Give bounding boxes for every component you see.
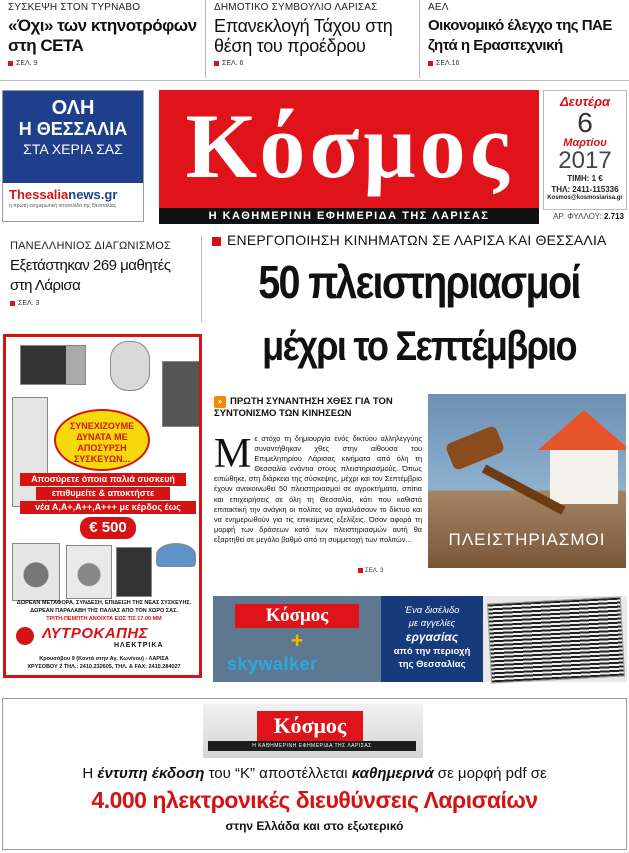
lead-section-label: ΕΝΕΡΓΟΠΟΙΗΣΗ ΚΙΝΗΜΑΤΩΝ ΣΕ ΛΑΡΙΣΑ ΚΑΙ ΘΕΣΣΑΛΙΑ [212,232,607,248]
gavel-icon [445,425,506,471]
ad-brand-subtitle: ΗΛΕΚΤΡΙΚΑ [114,642,164,649]
lytrokapis-logo-icon [16,627,34,645]
masthead-logo-text: Κόσμος [185,95,513,197]
page-reference: ΣΕΛ. 6 [214,60,413,67]
plus-icon: + [290,628,304,653]
thessalianews-line3: ΣΤΑ ΧΕΡΙΑ ΣΑΣ [23,141,123,157]
masthead-subtitle: Η ΚΑΘΗΜΕΡΙΝΗ ΕΦΗΜΕΡΙΔΑ ΤΗΣ ΛΑΡΙΣΑΣ [159,208,539,224]
teaser-city-council[interactable] [208,0,420,78]
bottom-logo-subtitle: Η ΚΑΘΗΜΕΡΙΝΗ ΕΦΗΜΕΡΙΔΑ ΤΗΣ ΛΑΡΙΣΑΣ [208,741,416,751]
issue-number: ΑΡ. ΦΥΛΛΟΥ: 2.713 [553,212,624,221]
ad-fine-print-3: ΤΡΙΤΗ-ΠΕΜΠΤΗ ΑΝΟΙΧΤΑ ΕΩΣ ΤΙΣ 17.00 ΜΜ [46,616,162,622]
skywalker-ad[interactable] [213,596,627,682]
date-day: Δευτέρα [559,94,611,109]
teaser-kicker: ΑΕΛ [428,2,449,13]
tv-image [116,547,152,597]
page-reference: ΣΕΛ. 3 [10,300,193,307]
microwave-image [20,345,86,385]
lead-headline-line2[interactable]: μέχρι το Σεπτέμβριο [262,322,576,369]
page-reference: ΣΕΛ. 3 [358,568,383,574]
double-chevron-icon: » [214,396,226,408]
skywalker-ad-kosmos-logo: Κόσμος [235,604,359,628]
top-divider [0,80,629,81]
house-body-shape [550,450,618,504]
teaser-kicker: ΣΥΣΚΕΨΗ ΣΤΟΝ ΤΥΡΝΑΒΟ [8,2,141,13]
pdf-edition-line2: 4.000 ηλεκτρονικές διευθύνσεις Λαρισαίων [91,787,538,813]
red-square-icon [428,61,433,66]
pdf-edition-line1: Η έντυπη έκδοση του “Κ” αποστέλλεται καθημερινά σε μορφή pdf σε [82,765,547,782]
skywalker-logo: skywalker [227,654,318,674]
teaser-exams[interactable] [2,236,202,322]
thessalianews-line2: Η ΘΕΣΣΑΛΙΑ [18,119,128,139]
date-month: Μαρτίου [563,137,607,149]
teaser-headline[interactable]: Επανεκλογή Τάχου στη θέση του προέδρου [214,16,393,56]
teaser-headline[interactable]: Εξετάστηκαν 269 μαθητές στη Λάρισα [10,257,171,294]
teaser-kicker: ΔΗΜΟΤΙΚΟ ΣΥΜΒΟΥΛΙΟ ΛΑΡΙΣΑΣ [214,2,378,13]
date-box [543,90,627,210]
skywalker-ad-left [213,596,381,682]
ad-ribbon-2: επιθυμείτε & αποκτήστε [36,487,170,500]
teaser-headline[interactable]: «Όχι» των κτηνοτρόφων στη CETA [8,16,197,55]
thessalianews-tagline: η πρώτη ενημερωτική ιστοσελίδα της Θεσσαλίας [9,203,117,209]
ad-ribbon-3: νέα Α,Α+,Α++,Α+++ με κέρδος έως [20,501,196,514]
ad-price-badge: € 500 [80,517,136,539]
washer-image-top [162,361,200,427]
classifieds-page-image [487,597,625,684]
ad-brand-name: ΛΥΤΡΟΚΑΠΗΣ [42,625,149,642]
ad-ribbon-1: Αποσύρετε όποια παλιά συσκευή [20,473,186,486]
price-label: ΤΙΜΗ: 1 € [567,174,603,183]
phone-label: ΤΗΛ: 2411-115336 [551,185,619,194]
ad-address-1: Κρουσόβου 9 (Κοντά στην Αγ. Κων/νου) - ΛΑΡΙΣΑ [39,656,169,662]
red-square-icon [214,61,219,66]
teaser-headline[interactable]: Οικονομικό έλεγχο της ΠΑΕ ζητά η Ερασιτεχνική [428,17,612,54]
house-roof-shape [538,410,626,450]
bottom-kosmos-logo: Κόσμος [257,711,363,741]
thessalianews-banner [3,91,143,183]
lead-headline-line1[interactable]: 50 πλειστηριασμοί [258,256,580,308]
email-label: Kosmos@kosmoslarisa.gr [547,195,623,201]
ad-offer-circle: ΣΥΝΕΧΙΖΟΥΜΕ ΔΥΝΑΤΑ ΜΕ ΑΠΟΣΥΡΣΗ ΣΥΣΚΕΥΩΝ... [54,409,150,471]
photo-caption-text: ΠΛΕΙΣΤΗΡΙΑΣΜΟΙ [448,530,606,549]
date-number: 6 [577,107,593,138]
ad-fine-print-2: ΔΩΡΕΑΝ ΠΑΡΑΛΑΒΗ ΤΗΣ ΠΑΛΙΑΣ ΑΠΟ ΤΟΝ ΧΩΡΟ ΣΑΣ. [30,608,178,614]
red-square-icon [358,568,363,573]
pdf-edition-line3: στην Ελλάδα και στο εξωτερικό [225,819,404,833]
thessalianews-line1: ΟΛΗ [51,97,95,119]
date-year: 2017 [558,147,612,174]
teaser-ael[interactable] [422,0,627,78]
masthead-logo[interactable] [159,90,539,208]
article-dropcap: Μ [214,431,252,477]
thessalianews-logo: Thessalianews.gr [9,187,118,202]
thessalianews-ad[interactable] [2,90,144,222]
teaser-kicker: ΠΑΝΕΛΛΗΝΙΟΣ ΔΙΑΓΩΝΙΣΜΟΣ [10,240,171,252]
page-reference: ΣΕΛ.16 [428,60,621,67]
teaser-tyrnavos[interactable] [2,0,206,78]
vacuum-image [110,341,150,391]
washer-image [12,543,60,601]
page-reference: ΣΕΛ. 9 [8,60,199,67]
red-square-icon [10,301,15,306]
dryer-image [66,545,112,599]
pdf-edition-banner[interactable] [2,698,627,850]
red-square-icon [8,61,13,66]
iron-image [156,543,196,567]
auction-photo [428,394,626,568]
ad-address-2: ΧΡΥΣΟΒΟΥ 2 ΤΗΛ.: 2410.232605, ΤΗΛ. & FAX: 2410.284027 [27,664,181,670]
article-kicker[interactable]: » ΠΡΩΤΗ ΣΥΝΑΝΤΗΣΗ ΧΘΕΣ ΓΙΑ ΤΟΝ ΣΥΝΤΟΝΙΣΜΟ ΤΩΝ ΚΙΝΗΣΕΩΝ [214,396,393,419]
appliance-ad[interactable] [3,334,202,678]
red-square-icon [212,237,221,246]
ad-fine-print-1: ΔΩΡΕΑΝ ΜΕΤΑΦΟΡΑ, ΣΥΝΔΕΣΗ, ΕΠΙΔΕΙΞΗ ΤΗΣ ΝΕΑΣ ΣΥΣΚΕΥΗΣ. [16,600,192,606]
article-body: Με στόχο τη δημιουργία ενός δικτύου αλληλεγγύης συναντήθηκαν χθες στην αίθουσα του Επιμελητηρίου Λάρισας κινήματα από όλη τη Θεσσαλία ενάντια στους πλειστηριασμούς. Όπως ειπώθηκε, στη διάρκεια της σύσκεψης, μέχρι και τον Σεπτέμβριο έχουν ανακοινωθεί 50 πλειστηριασμοί σε αγροκτήματα, σπίτια και επιχειρήσεις σε όλη τη Θεσσαλία, κάτι που καθιστά επιτακτική την ανάγκη οι πολίτες να αγκαλιάσουν το δίκτυο και να ενημερωθούν για τις επικείμενες εξελίξεις. Όσον αφορά τη μορφή των δράσεων κατά των πλειστηριασμών αυτή θα εξαρτηθεί σε μεγάλο βαθμό από τη συμμετοχή των πολιτών... [214,431,422,544]
skywalker-ad-text: Ένα δισέλιδο με αγγελίες εργασίας από την περιοχή της Θεσσαλίας [381,596,483,682]
